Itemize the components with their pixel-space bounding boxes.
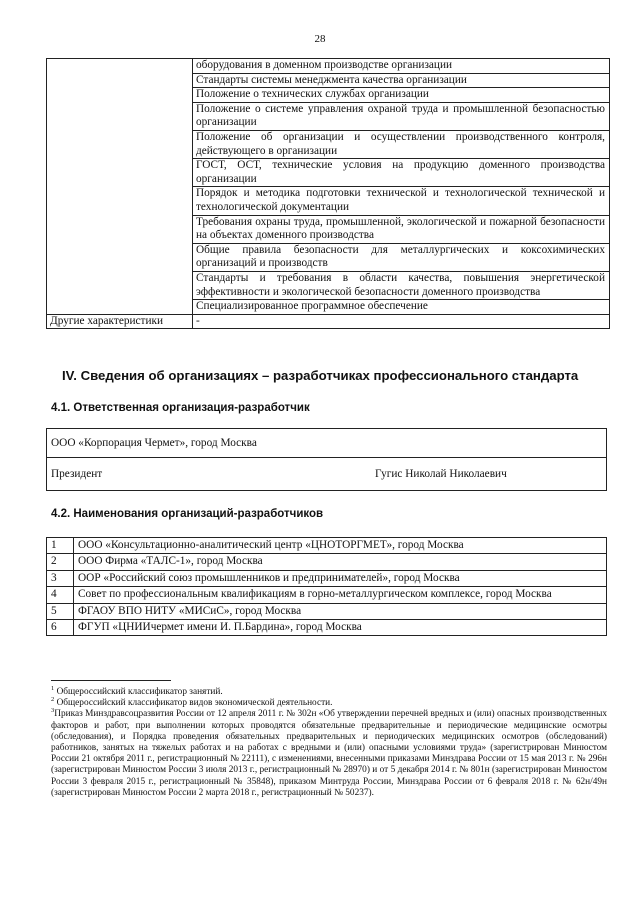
footnote-divider bbox=[51, 680, 171, 681]
footnote bbox=[51, 684, 607, 698]
row-number: 4 bbox=[47, 587, 74, 603]
signatory-position: Президент bbox=[47, 458, 376, 491]
table-cell: оборудования в доменном производстве организации bbox=[193, 59, 610, 74]
footnote-mark: 1 bbox=[51, 684, 55, 692]
developer-name: ФГАОУ ВПО НИТУ «МИСиС», город Москва bbox=[74, 603, 607, 619]
row-number: 5 bbox=[47, 603, 74, 619]
row-number: 3 bbox=[47, 570, 74, 586]
footnote-mark: 3 bbox=[51, 707, 55, 715]
footnote bbox=[51, 709, 607, 799]
table-row bbox=[47, 538, 607, 554]
table-cell: Общие правила безопасности для металлургических и коксохимических организаций и производств bbox=[193, 243, 610, 271]
table-row bbox=[47, 570, 607, 586]
responsible-org-heading: 4.1. Ответственная организация-разработчик bbox=[51, 402, 310, 414]
footnote bbox=[51, 698, 607, 709]
page-number: 28 bbox=[314, 33, 326, 45]
section-title: IV. Сведения об организациях – разработчиках профессионального стандарта bbox=[62, 368, 579, 383]
table-cell: Порядок и методика подготовки технической и технологической технической и технологической документации bbox=[193, 187, 610, 215]
row-number: 2 bbox=[47, 554, 74, 570]
footnotes bbox=[51, 684, 607, 799]
table-row bbox=[47, 587, 607, 603]
footnote-mark: 2 bbox=[51, 696, 55, 704]
table-row bbox=[47, 603, 607, 619]
developers-heading: 4.2. Наименования организаций-разработчиков bbox=[51, 508, 324, 520]
developer-name: ООР «Российский союз промышленников и предпринимателей», город Москва bbox=[74, 570, 607, 586]
table-cell: Положение об организации и осуществлении производственного контроля, действующего в организации bbox=[193, 130, 610, 158]
footnote-text: Общероссийский классификатор занятий. bbox=[54, 687, 223, 697]
responsible-org-name: ООО «Корпорация Чермет», город Москва bbox=[47, 429, 607, 458]
table-row bbox=[47, 458, 607, 491]
table-row bbox=[47, 314, 610, 329]
footnote-text: Приказ Минздравсоцразвития России от 12 апреля 2011 г. № 302н «Об утверждении перечней вредных и (или) опасных производственных факторов и работ, при выполнении которых проводятся обязательные предварительные и периодические медицинские осмотры (обследования), и Порядка проведения обязательных предварительных и периодических медицинских осмотров (обследований) работников, занятых на тяжелых работах и на работах с вредными и (или) опасными условиями труда» (зарегистрирован Минюстом России 21 октября 2011 г., регистрационный № 22111), с изменениями, внесенными приказами Минздрава России от 15 мая 2013 г. № 296н (зарегистрирован Минюстом России 3 июля 2013 г., регистрационный № 28970) и от 5 декабря 2014 г. № 801н (зарегистрирован Минюстом России 3 февраля 2015 г., регистрационный № 35848), приказом Минтруда России, Минздрава России от 6 февраля 2018 г. № 62н/49н (зарегистрирован Минюстом России 2 марта 2018 г., регистрационный № 50237). bbox=[51, 709, 607, 798]
table-cell: Специализированное программное обеспечение bbox=[193, 300, 610, 315]
table-row bbox=[47, 429, 607, 458]
other-characteristics-label: Другие характеристики bbox=[47, 314, 193, 329]
table-row bbox=[47, 554, 607, 570]
developer-name: Совет по профессиональным квалификациям в горно-металлургическом комплексе, город Москва bbox=[74, 587, 607, 603]
table-row bbox=[47, 620, 607, 636]
signatory-name: Гугис Николай Николаевич bbox=[375, 458, 607, 491]
table-cell: Положение о системе управления охраной труда и промышленной безопасностью организации bbox=[193, 102, 610, 130]
developer-name: ООО «Консультационно-аналитический центр «ЦНОТОРГМЕТ», город Москва bbox=[74, 538, 607, 554]
related-documents-table bbox=[46, 58, 610, 329]
table-cell: Требования охраны труда, промышленной, экологической и пожарной безопасности на объектах доменного производства bbox=[193, 215, 610, 243]
developer-name: ФГУП «ЦНИИчермет имени И. П.Бардина», город Москва bbox=[74, 620, 607, 636]
table-cell: Стандарты системы менеджмента качества организации bbox=[193, 73, 610, 88]
other-characteristics-value: - bbox=[193, 314, 610, 329]
footnote-text: Общероссийский классификатор видов экономической деятельности. bbox=[54, 698, 333, 709]
table-cell: ГОСТ, ОСТ, технические условия на продукцию доменного производства организации bbox=[193, 159, 610, 187]
row-number: 6 bbox=[47, 620, 74, 636]
responsible-org-table bbox=[46, 428, 607, 491]
table-cell: Стандарты и требования в области качества, повышения энергетической эффективности и экологической безопасности доменного производства bbox=[193, 271, 610, 299]
table-cell: Положение о технических службах организации bbox=[193, 88, 610, 103]
table-label-cell bbox=[47, 59, 193, 315]
table-row bbox=[47, 59, 610, 74]
developer-name: ООО Фирма «ТАЛС-1», город Москва bbox=[74, 554, 607, 570]
row-number: 1 bbox=[47, 538, 74, 554]
developers-table bbox=[46, 537, 607, 636]
